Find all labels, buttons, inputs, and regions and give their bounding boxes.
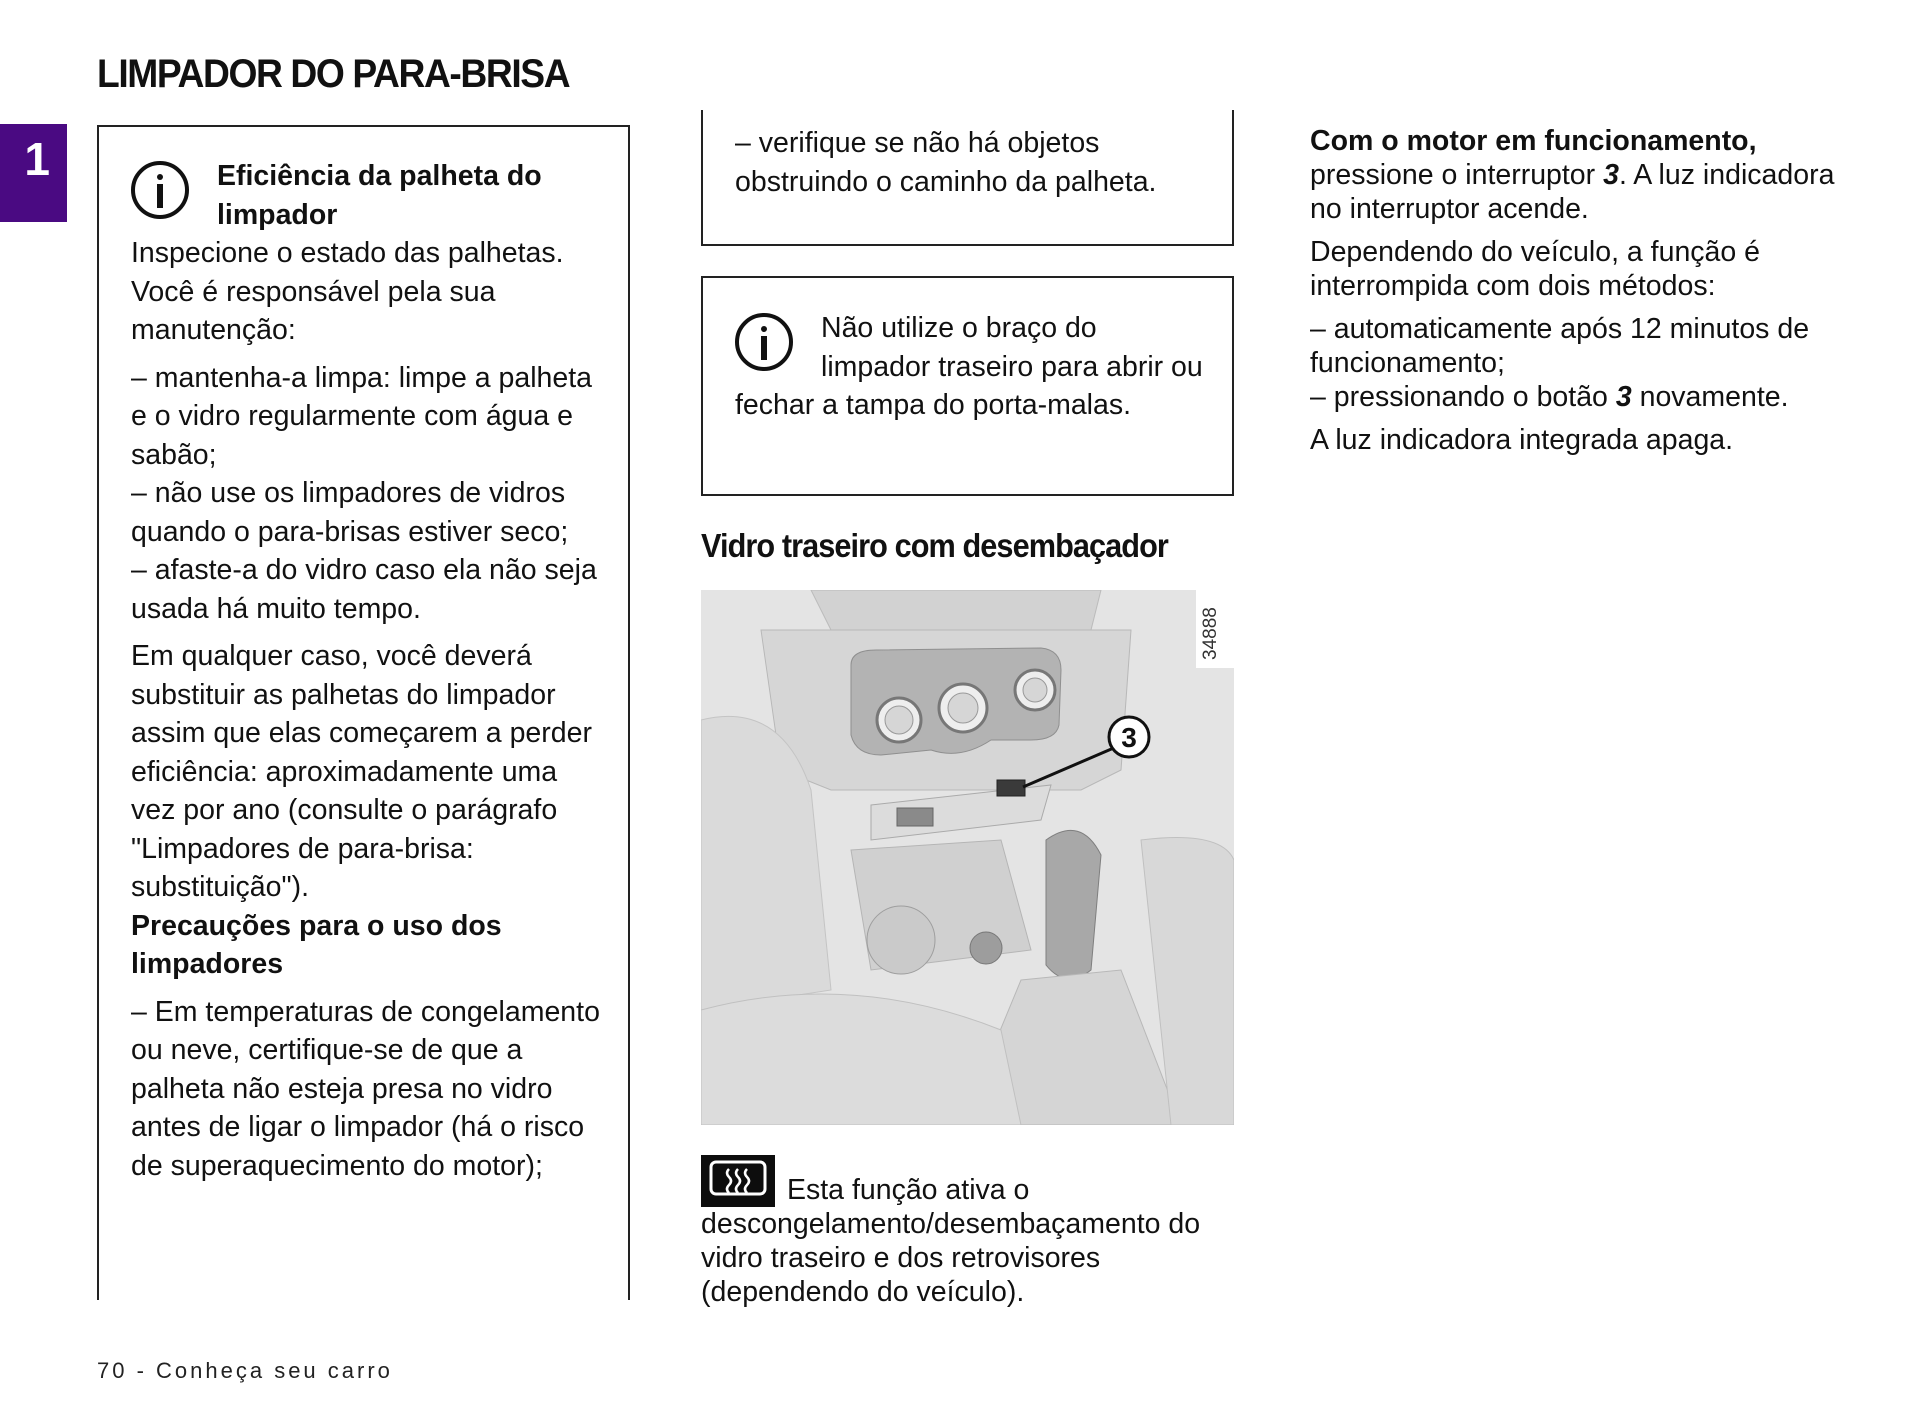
rear-wiper-info-box <box>701 276 1234 496</box>
switch-reference: 3 <box>1615 381 1632 413</box>
page-title: LIMPADOR DO PARA-BRISA <box>97 52 570 96</box>
defrost-description <box>701 1155 1221 1309</box>
bullet-item: – não use os limpadores de vidros quando o para-brisas estiver seco; <box>131 477 569 548</box>
info-icon <box>735 313 793 371</box>
dashboard-illustration <box>701 590 1234 1125</box>
switch-reference: 3 <box>1603 159 1619 191</box>
section-heading: Vidro traseiro com desembaçador <box>701 527 1168 564</box>
bullet-item: – afaste-a do vidro caso ela não seja usada há muito tempo. <box>131 554 597 625</box>
figure-callout: 3 <box>1121 722 1137 753</box>
right-column <box>1310 124 1870 457</box>
lead-bold: Com o motor em funcionamento, <box>1310 125 1757 157</box>
continued-box <box>701 110 1234 246</box>
bullet-item: – Em temperaturas de congelamento ou neve, certifique-se de que a palheta não esteja presa no vidro antes de ligar o limpador (há o risco de superaquecimento do motor); <box>131 995 600 1182</box>
info-icon <box>131 161 189 219</box>
page-footer: 70 - Conheça seu carro <box>97 1358 393 1383</box>
wiper-efficiency-box <box>97 125 630 1300</box>
info-text: Não utilize o braço do limpador traseiro para abrir ou fechar a tampa do porta-malas. <box>735 312 1203 421</box>
box-intro: Inspecione o estado das palhetas. Você é responsável pela sua manutenção: <box>131 237 564 346</box>
methods-intro: Dependendo do veículo, a função é interrompida com dois métodos: <box>1310 236 1761 302</box>
closing-text: A luz indicadora integrada apaga. <box>1310 424 1734 456</box>
chapter-tab[interactable]: 1 <box>0 124 67 222</box>
precautions-heading: Precauções para o uso dos limpadores <box>131 909 502 980</box>
defrost-text: Esta função ativa o descongelamento/desembaçamento do vidro traseiro e dos retrovisores (dependendo do veículo). <box>701 1174 1201 1308</box>
method-item: – automaticamente após 12 minutos de funcionamento; – pressionando o botão 3 novamente. <box>1310 313 1810 413</box>
bullet-item: – mantenha-a limpa: limpe a palheta e o vidro regularmente com água e sabão; <box>131 361 593 471</box>
operation-paragraph: Com o motor em funcionamento, pressione o interruptor 3. A luz indicadora no interruptor acende. <box>1310 125 1835 225</box>
bullet-item: – verifique se não há objetos obstruindo o caminho da palheta. <box>735 127 1157 198</box>
rear-defrost-icon <box>701 1155 775 1207</box>
box-heading: Eficiência da palheta do limpador <box>217 160 542 231</box>
console-drawing <box>701 590 1234 1125</box>
replace-paragraph: Em qualquer caso, você deverá substituir as palhetas do limpador assim que elas começarem a perder eficiência: aproximadamente uma vez por ano (consulte o parágrafo "Limpadores de para-brisa: substituição"). <box>131 640 592 903</box>
figure-number: 34888 <box>1196 590 1234 668</box>
